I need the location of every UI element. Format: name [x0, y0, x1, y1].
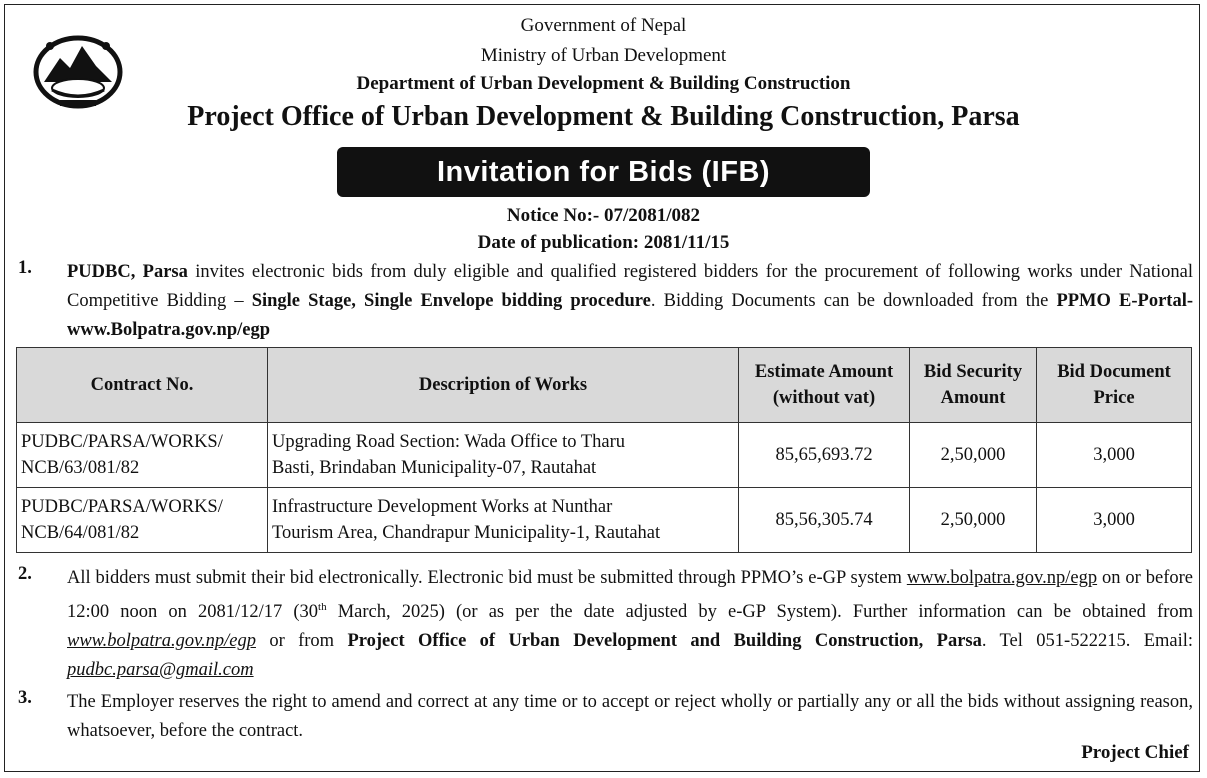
- header-security: [910, 348, 1037, 423]
- contract-line2: NCB/63/081/82: [21, 458, 140, 478]
- para2-text-a: All bidders must submit their bid electronically. Electronic bid must be submitted through PPMO’s e-GP system: [67, 568, 907, 588]
- para1-text-b: . Bidding Documents can be downloaded from the: [650, 291, 1057, 311]
- header-estimate-line2: (without vat): [772, 388, 876, 408]
- signature: Project Chief: [1081, 742, 1189, 763]
- paragraph-1: [67, 258, 1193, 345]
- department-heading: Department of Urban Development & Building Construction: [356, 73, 851, 94]
- para2-contact: . Tel 051-522215. Email:: [981, 631, 1194, 652]
- table-header-row: [17, 348, 1192, 423]
- government-heading: Government of Nepal: [520, 15, 687, 36]
- para1-portal: PPMO E-Portal-www.Bolpatra.gov.np/egp: [67, 291, 1193, 340]
- contract-line2: NCB/64/081/82: [21, 523, 140, 543]
- paragraph-2: [67, 564, 1193, 685]
- email-link[interactable]: pudbc.parsa@gmail.com: [67, 660, 254, 681]
- header-security-line1: Bid Security: [923, 362, 1023, 382]
- government-emblem: [30, 30, 126, 110]
- para2-text-b: March, 2025) (or as per the date adjusted by e-GP System). Further information can be obtained from: [326, 602, 1193, 623]
- contract-line1: PUDBC/PARSA/WORKS/: [21, 432, 223, 452]
- ifb-banner: Invitation for Bids (IFB): [337, 147, 870, 197]
- header-security-line2: Amount: [940, 388, 1006, 408]
- header-price-line1: Bid Document: [1057, 362, 1171, 382]
- bids-table: [16, 347, 1192, 553]
- publication-date: Date of publication: 2081/11/15: [477, 232, 730, 253]
- para2-text-c: or from: [255, 631, 348, 652]
- para2-deadline: on or before 12:00 noon on 2081/12/17 (30: [67, 568, 1193, 623]
- header-price-line2: Price: [1093, 388, 1135, 408]
- contract-line1: PUDBC/PARSA/WORKS/: [21, 497, 223, 517]
- para1-procedure: Single Stage, Single Envelope bidding procedure: [251, 291, 651, 311]
- para1-office: PUDBC, Parsa: [67, 262, 188, 282]
- cell-price: 3,000: [1037, 488, 1192, 553]
- header-estimate: [739, 348, 910, 423]
- cell-price: 3,000: [1037, 423, 1192, 488]
- header-description: Description of Works: [268, 348, 739, 423]
- cell-description: [268, 423, 739, 488]
- egp-link-italic[interactable]: www.bolpatra.gov.np/egp: [67, 631, 256, 652]
- header-estimate-line1: Estimate Amount: [754, 362, 894, 382]
- para1-text-a: invites electronic bids from duly eligible and qualified registered bidders for the procurement of following works under National Competitive Bidding –: [67, 262, 1194, 311]
- table-row: [17, 423, 1192, 488]
- cell-description: [268, 488, 739, 553]
- cell-security: 2,50,000: [910, 423, 1037, 488]
- cell-estimate: 85,56,305.74: [739, 488, 910, 553]
- office-heading: Project Office of Urban Development & Building Construction, Parsa: [187, 101, 1020, 132]
- para2-number: 2.: [18, 564, 32, 584]
- egp-link[interactable]: www.bolpatra.gov.np/egp: [906, 568, 1098, 588]
- cell-contract: [17, 423, 268, 488]
- paragraph-3: The Employer reserves the right to amend and correct at any time or to accept or reject wholly or partially any or all the bids without assigning reason, whatsoever, before the contract.: [67, 692, 1193, 741]
- desc-line1: Upgrading Road Section: Wada Office to Tharu: [272, 432, 626, 452]
- desc-line2: Tourism Area, Chandrapur Municipality-1, Rautahat: [272, 523, 661, 543]
- para1-number: 1.: [18, 258, 32, 278]
- desc-line2: Basti, Brindaban Municipality-07, Rautahat: [272, 458, 597, 478]
- notice-number: Notice No:- 07/2081/082: [506, 205, 701, 226]
- ministry-heading: Ministry of Urban Development: [480, 45, 727, 66]
- cell-estimate: 85,65,693.72: [739, 423, 910, 488]
- cell-security: 2,50,000: [910, 488, 1037, 553]
- para2-office: Project Office of Urban Development and Building Construction, Parsa: [347, 631, 982, 652]
- cell-contract: [17, 488, 268, 553]
- table-row: [17, 488, 1192, 553]
- desc-line1: Infrastructure Development Works at Nunthar: [272, 497, 613, 517]
- para2-ordinal: th: [318, 601, 327, 613]
- para3-number: 3.: [18, 688, 32, 708]
- header-contract: Contract No.: [17, 348, 268, 423]
- header-price: [1037, 348, 1192, 423]
